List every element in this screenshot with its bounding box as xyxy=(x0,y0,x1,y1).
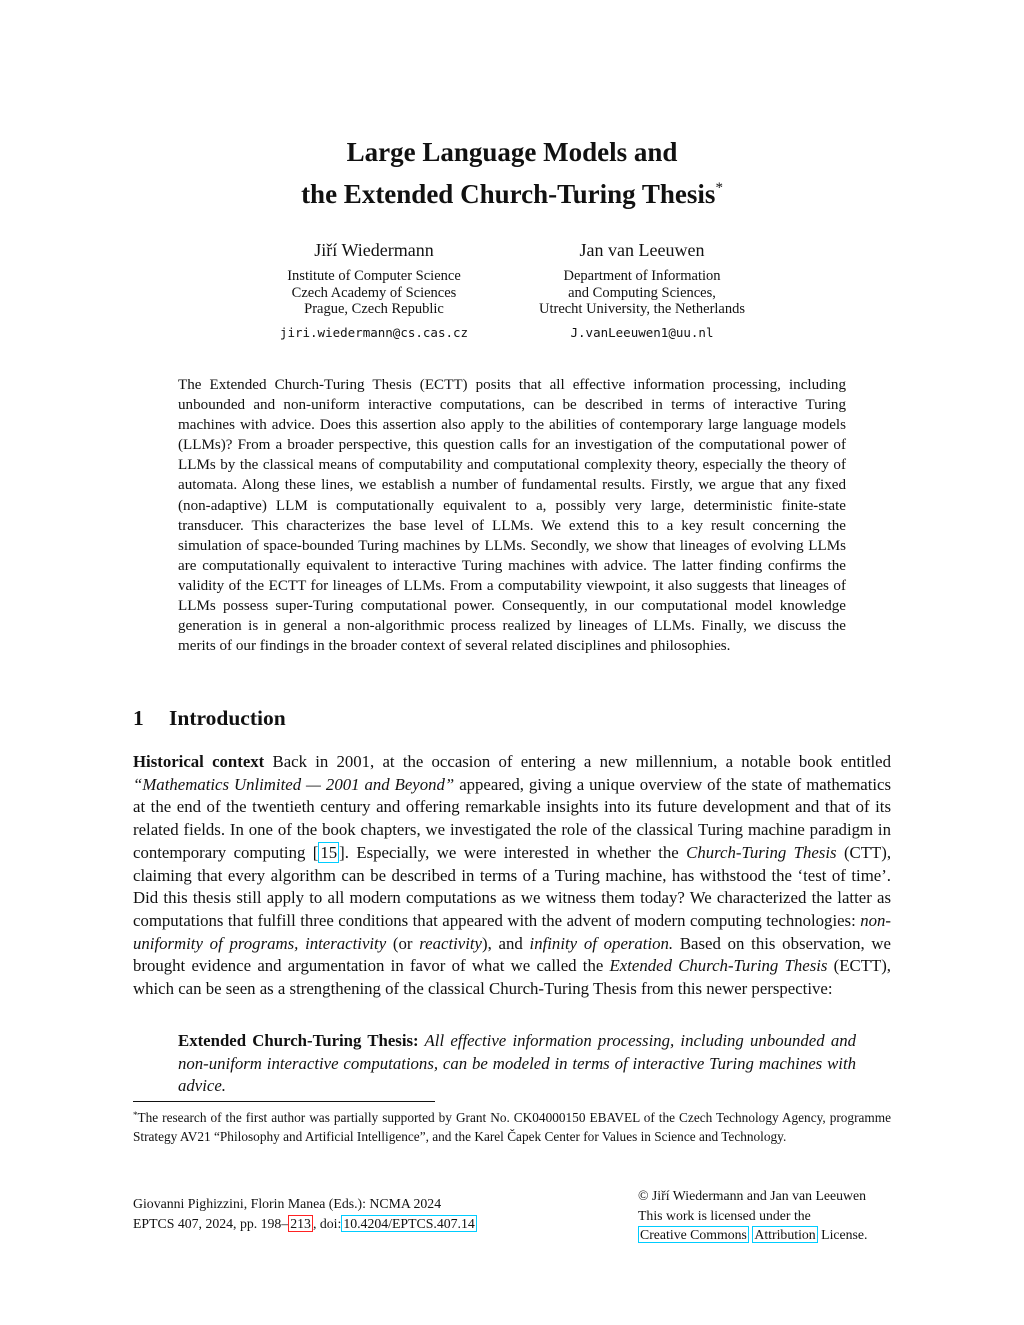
reactivity-term: reactivity xyxy=(419,933,483,953)
intro-text: (or xyxy=(386,933,420,953)
footnote-text: The research of the first author was partially supported by Grant No. CK04000150 EBAVEL of the Czech Technology Agency, programme Strategy AV21 “Philosophy and Artificial Intelligence”, and the Karel Čapek Center for Values in Science and Technology. xyxy=(133,1110,891,1144)
doi-label: , doi: xyxy=(312,1216,342,1231)
author-name: Jan van Leeuwen xyxy=(579,240,705,260)
footer-publication-info xyxy=(133,1194,477,1234)
footnote xyxy=(133,1106,891,1146)
creative-commons-link[interactable]: Creative Commons xyxy=(640,1227,747,1242)
ectt-term: Extended Church-Turing Thesis xyxy=(609,956,828,976)
footnote-rule xyxy=(133,1101,435,1102)
title-line-1: Large Language Models and xyxy=(346,137,678,167)
attribution-link[interactable]: Attribution xyxy=(754,1227,816,1242)
citation-link[interactable]: 15 xyxy=(320,842,338,862)
author-block-2 xyxy=(472,238,812,342)
copyright-line: © Jiří Wiedermann and Jan van Leeuwen xyxy=(638,1188,867,1203)
paper-title xyxy=(0,134,1024,212)
intro-text: ), and xyxy=(482,933,530,953)
title-line-2: the Extended Church-Turing Thesis xyxy=(301,179,716,209)
intro-paragraph xyxy=(133,751,891,1001)
ctt-term: Church-Turing Thesis xyxy=(686,842,837,862)
conditions-term: non-uniformity of programs, interactivity xyxy=(133,910,891,953)
title-footnote-mark[interactable]: * xyxy=(715,180,723,196)
intro-text: Based on this observation, we brought evidence and argumentation in favor of what we called the xyxy=(133,933,891,976)
infinity-term: infinity of operation. xyxy=(529,933,674,953)
author-affiliation-line: Utrecht University, the Netherlands xyxy=(538,301,746,317)
author-email[interactable]: jiri.wiedermann@cs.cas.cz xyxy=(279,324,469,340)
author-affiliation-line: Institute of Computer Science xyxy=(287,268,461,284)
doi-link[interactable]: 10.4204/EPTCS.407.14 xyxy=(343,1216,475,1231)
license-intro: This work is licensed under the xyxy=(638,1207,811,1223)
footer-volume: EPTCS 407, 2024, pp. 198– xyxy=(133,1216,289,1231)
author-affiliation-line: Department of Information xyxy=(563,268,721,284)
book-title: “Mathematics Unlimited — 2001 and Beyond” xyxy=(133,774,455,794)
author-affiliation-line: Czech Academy of Sciences xyxy=(291,284,457,301)
footer-license xyxy=(638,1186,868,1245)
footer-editors: Giovanni Pighizzini, Florin Manea (Eds.): NCMA 2024 xyxy=(133,1196,442,1211)
author-affiliation-line: and Computing Sciences, xyxy=(568,284,716,301)
author-affiliation-line: Prague, Czech Republic xyxy=(304,301,444,317)
author-email[interactable]: J.vanLeeuwen1@uu.nl xyxy=(570,324,714,340)
intro-text: ]. Especially, we were interested in whether the xyxy=(339,842,687,862)
section-number: 1 xyxy=(133,706,144,730)
section-title: Introduction xyxy=(169,706,286,730)
thesis-text: All effective information processing, including unbounded and non-uniform interactive computations, can be modeled in terms of interactive Turing machines with advice. xyxy=(178,1031,857,1096)
abstract-text: The Extended Church-Turing Thesis (ECTT) posits that all effective information processing, including unbounded and non-uniform interactive computations, can be described in terms of interactive Turing machines with advice. Does this assertion also apply to the abilities of contemporary large language models (LLMs)? From a broader perspective, this question calls for an investigation of the computational power of LLMs by the classical means of computability and computational complexity theory, especially the theory of automata. Along these lines, we establish a number of fundamental results. Firstly, we argue that any fixed (non-adaptive) LLM is computationally equivalent to a, possibly very large, deterministic finite-state transducer. This characterizes the base level of LLMs. We extend this to a key result concerning the simulation of space-bounded Turing machines by LLMs. Secondly, we show that lineages of evolving LLMs are computationally equivalent to interactive Turing machines with advice. The latter finding confirms the validity of the ECTT for lineages of LLMs. From a computability viewpoint, it also suggests that lineages of LLMs possess super-Turing computational power. Consequently, in our computational model knowledge generation is in general a non-algorithmic process realized by lineages of LLMs. Finally, we discuss the merits of our findings in the broader context of several related disciplines and philosophies. xyxy=(178,377,846,655)
footnote-mark: * xyxy=(133,1110,138,1120)
abstract xyxy=(178,375,846,656)
intro-text: (ECTT), which can be seen as a strengthening of the classical Church-Turing Thesis from this newer perspective: xyxy=(133,956,891,999)
author-name: Jiří Wiedermann xyxy=(314,240,434,260)
thesis-statement xyxy=(178,1030,856,1098)
intro-text: (CTT), claiming that every algorithm can be described in terms of a Turing machine, has withstood the ‘test of time’. Did this thesis still apply to all modern computations as we witness them today? We characterized the latter as computations that fulfill three conditions that appeared with the advent of modern computing technologies: xyxy=(133,842,892,930)
intro-text: appeared, giving a unique overview of the state of mathematics at the end of the twentieth century and offering remarkable insights into its future development and that of its related fields. In one of the book chapters, we investigated the role of the classical Turing machine paradigm in contemporary computing [ xyxy=(133,774,892,862)
run-in-heading: Historical context xyxy=(133,752,265,771)
license-suffix: License. xyxy=(817,1227,868,1242)
section-heading xyxy=(133,706,286,731)
thesis-label: Extended Church-Turing Thesis: xyxy=(178,1031,419,1050)
intro-text: Back in 2001, at the occasion of entering a new millennium, a notable book entitled xyxy=(264,752,891,771)
last-page-link[interactable]: 213 xyxy=(290,1216,311,1231)
